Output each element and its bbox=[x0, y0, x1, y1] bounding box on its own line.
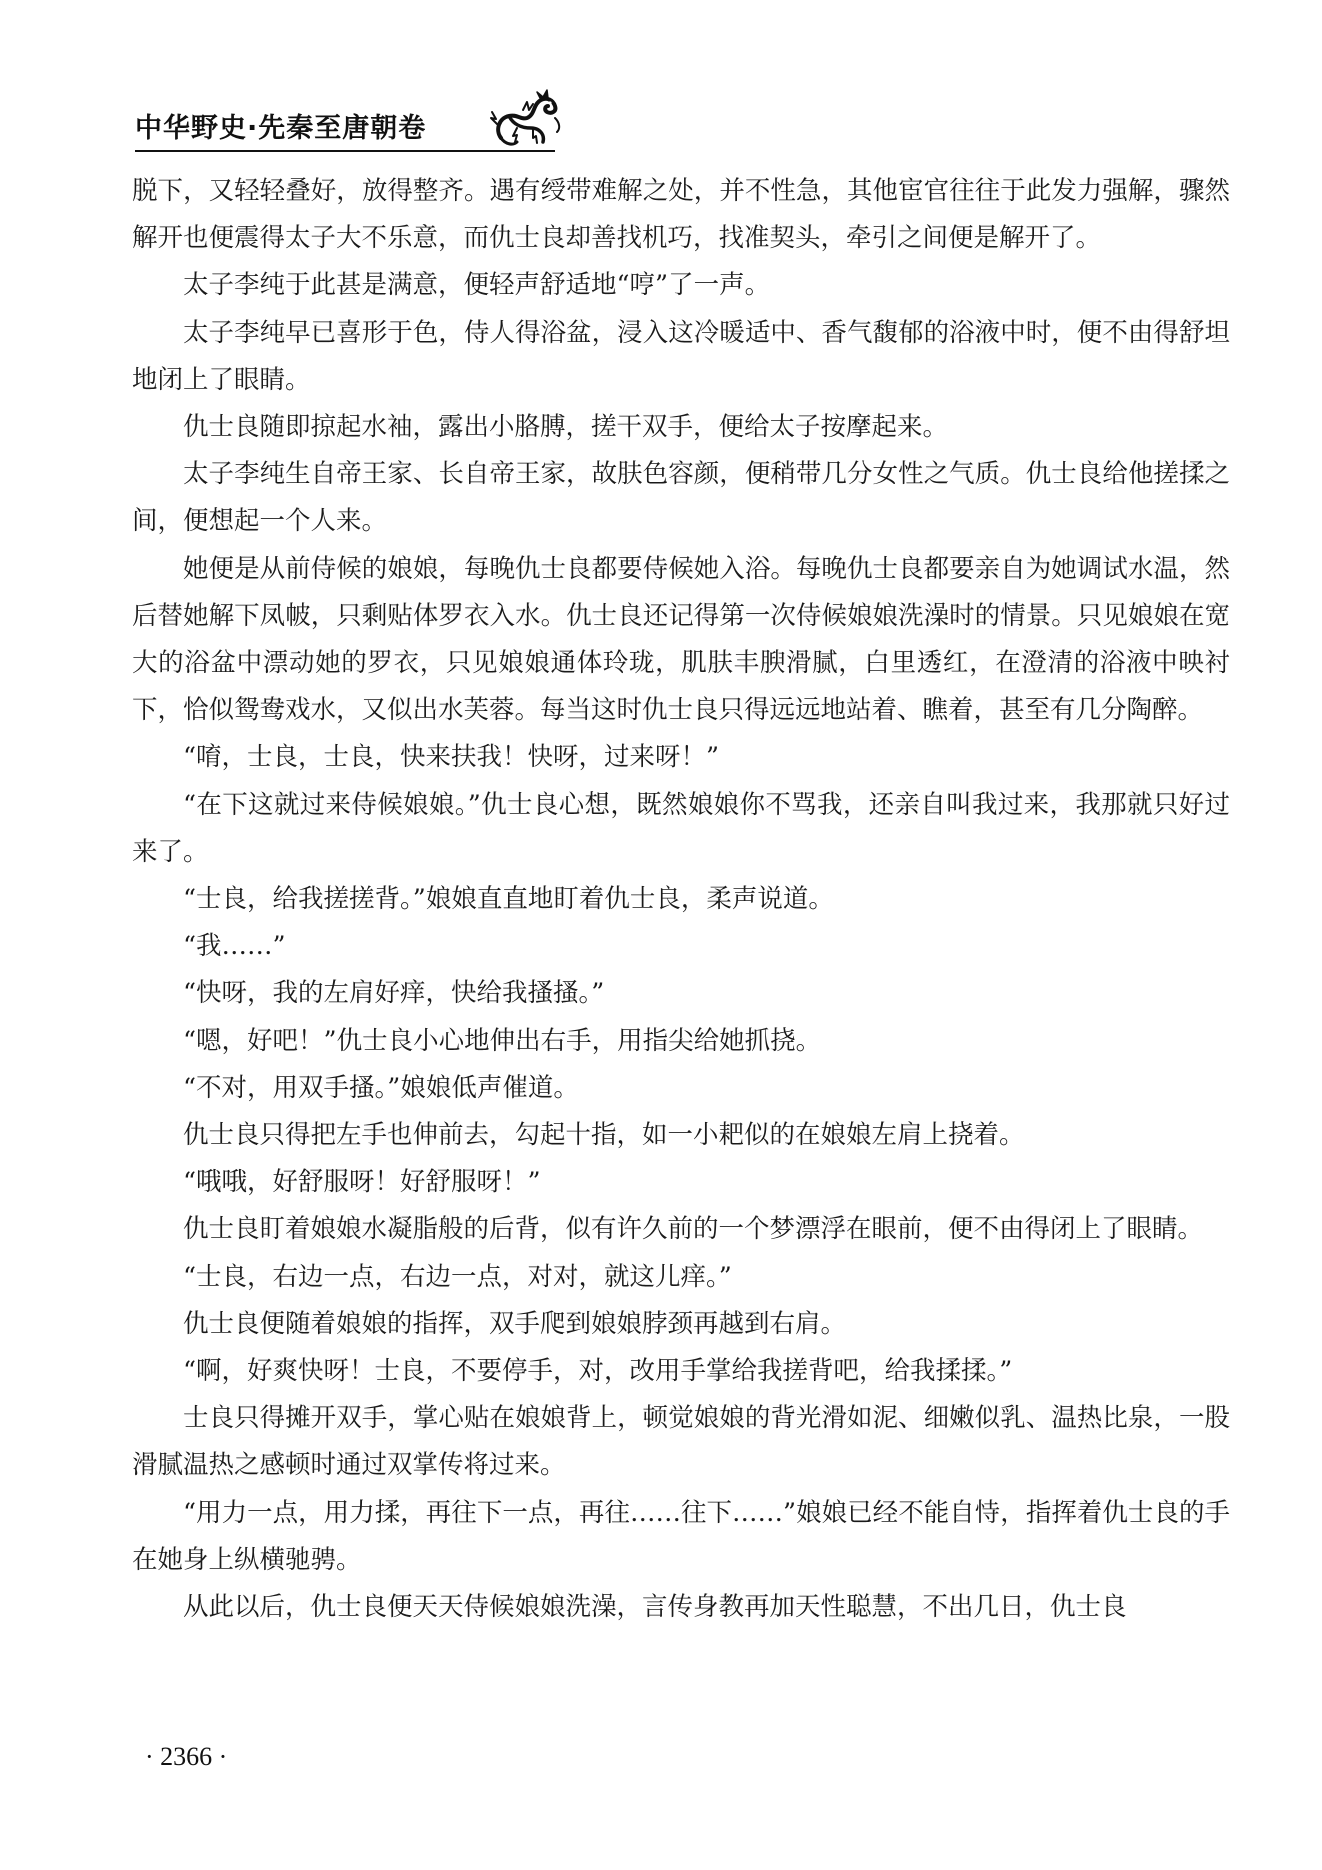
body-text bbox=[132, 168, 1230, 1631]
paragraph: “我……” bbox=[183, 931, 286, 962]
paragraph: 仇士良便随着娘娘的指挥，双手爬到娘娘脖颈再越到右肩。 bbox=[183, 1308, 847, 1339]
paragraph: “哦哦，好舒服呀！好舒服呀！” bbox=[183, 1167, 541, 1198]
page-header bbox=[135, 88, 1225, 158]
dragon-emblem-icon bbox=[487, 88, 565, 150]
paragraph: “嗯，好吧！”仇士良小心地伸出右手，用指尖给她抓挠。 bbox=[183, 1025, 822, 1056]
paragraph: 太子李纯于此甚是满意，便轻声舒适地“哼”了一声。 bbox=[183, 270, 771, 301]
page-number: · 2366 · bbox=[145, 1742, 228, 1771]
paragraph: 太子李纯早已喜形于色，侍人得浴盆，浸入这冷暖适中、香气馥郁的浴液中时，便不由得舒坦地闭上了眼睛。 bbox=[132, 317, 1230, 395]
book-title: 中华野史·先秦至唐朝卷 bbox=[135, 113, 427, 144]
paragraph: “不对，用双手搔。”娘娘低声催道。 bbox=[183, 1072, 579, 1103]
paragraph: 她便是从前侍候的娘娘，每晚仇士良都要侍候她入浴。每晚仇士良都要亲自为她调试水温，然后替她解下凤帔，只剩贴体罗衣入水。仇士良还记得第一次侍候娘娘洗澡时的情景。只见娘娘在宽大的浴盆中漂动她的罗衣，只见娘娘通体玲珑，肌肤丰腴滑腻，白里透红，在澄清的浴液中映衬下，恰似鸳鸯戏水，又似出水芙蓉。每当这时仇士良只得远远地站着、瞧着，甚至有几分陶醉。 bbox=[132, 553, 1230, 726]
paragraph: 从此以后，仇士良便天天侍候娘娘洗澡，言传身教再加天性聪慧，不出几日，仇士良 bbox=[183, 1592, 1127, 1623]
paragraph: 脱下，又轻轻叠好，放得整齐。遇有绶带难解之处，并不性急，其他宦官往往于此发力强解，骤然解开也便震得太子大不乐意，而仇士良却善找机巧，找准契头，牵引之间便是解开了。 bbox=[132, 176, 1230, 254]
paragraph: “用力一点，用力揉，再往下一点，再往……往下……”娘娘已经不能自恃，指挥着仇士良的手在她身上纵横驰骋。 bbox=[132, 1497, 1230, 1575]
paragraph: “啊，好爽快呀！士良，不要停手，对，改用手掌给我搓背吧，给我揉揉。” bbox=[183, 1356, 1013, 1387]
paragraph: “在下这就过来侍候娘娘。”仇士良心想，既然娘娘你不骂我，还亲自叫我过来，我那就只好过来了。 bbox=[132, 789, 1230, 867]
paragraph: 仇士良随即掠起水袖，露出小胳膊，搓干双手，便给太子按摩起来。 bbox=[183, 412, 949, 443]
paragraph: “士良，右边一点，右边一点，对对，就这儿痒。” bbox=[183, 1261, 732, 1292]
paragraph: 仇士良盯着娘娘水凝脂般的后背，似有许久前的一个梦漂浮在眼前，便不由得闭上了眼睛。 bbox=[183, 1214, 1204, 1245]
paragraph: 士良只得摊开双手，掌心贴在娘娘背上，顿觉娘娘的背光滑如泥、细嫩似乳、温热比泉，一股滑腻温热之感顿时通过双掌传将过来。 bbox=[132, 1403, 1230, 1481]
paragraph: “士良，给我搓搓背。”娘娘直直地盯着仇士良，柔声说道。 bbox=[183, 884, 834, 915]
paragraph: 太子李纯生自帝王家、长自帝王家，故肤色容颜，便稍带几分女性之气质。仇士良给他搓揉之间，便想起一个人来。 bbox=[132, 459, 1230, 537]
header-rule bbox=[135, 150, 555, 152]
paragraph: “快呀，我的左肩好痒，快给我搔搔。” bbox=[183, 978, 605, 1009]
paragraph: 仇士良只得把左手也伸前去，勾起十指，如一小耙似的在娘娘左肩上挠着。 bbox=[183, 1120, 1025, 1151]
paragraph: “唷，士良，士良，快来扶我！快呀，过来呀！” bbox=[183, 742, 720, 773]
